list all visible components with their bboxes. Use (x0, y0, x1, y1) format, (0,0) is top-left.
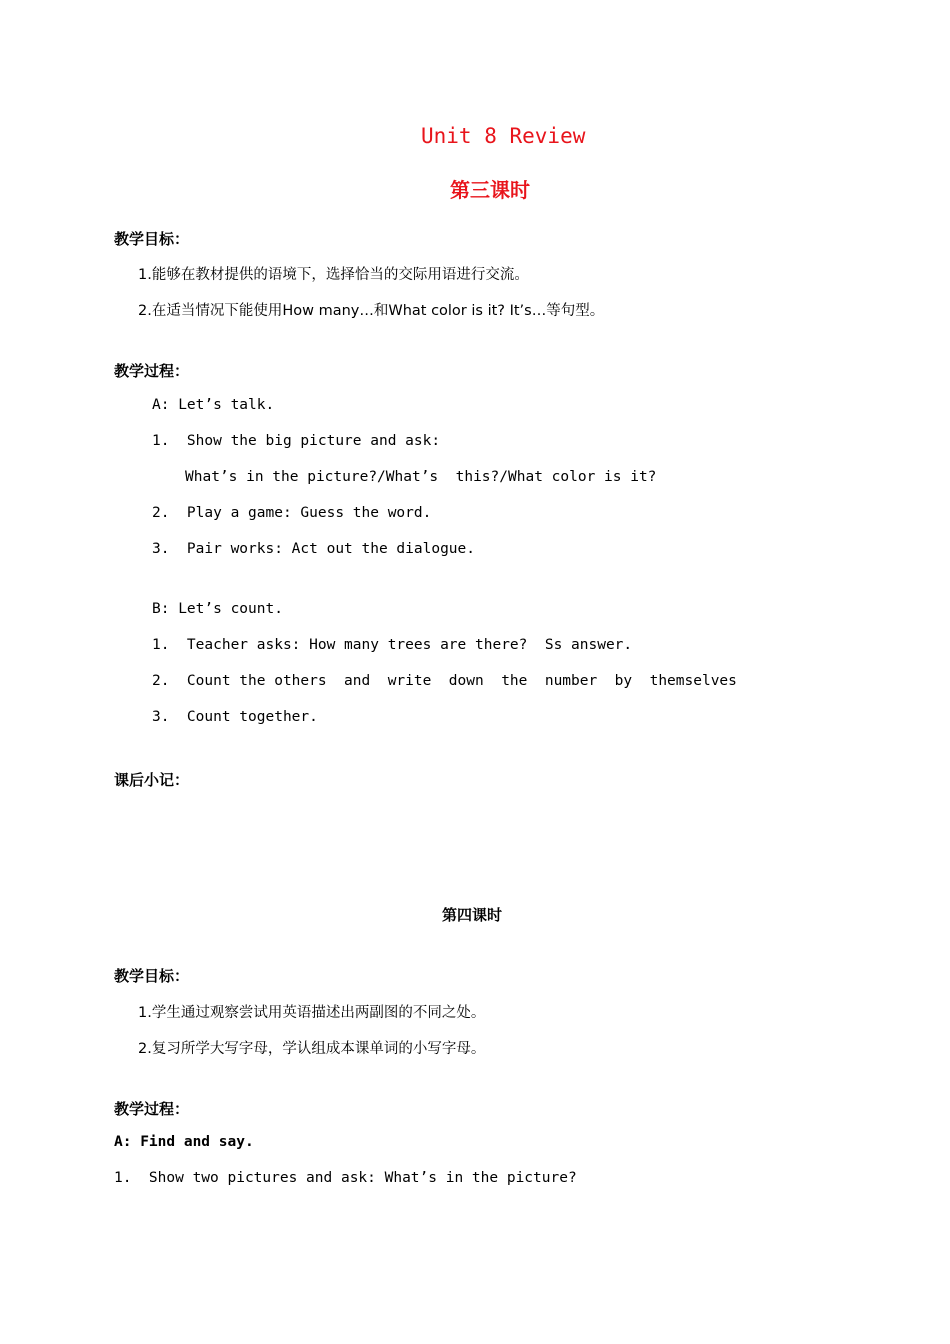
unit-title: Unit 8 Review (421, 124, 586, 148)
lesson4-process-heading: 教学过程： (114, 1100, 190, 1118)
lesson3-section-a-item-2: 2. Play a game: Guess the word. (152, 505, 432, 521)
lesson4-section-a-heading: A: Find and say. (114, 1134, 254, 1150)
lesson3-section-a-item-1-questions: What’s in the picture?/What’s this?/What color is it? (185, 469, 657, 485)
lesson3-notes-heading: 课后小记： (114, 771, 190, 789)
lesson3-section-a-item-1: 1. Show the big picture and ask: (152, 433, 441, 449)
lesson3-section-a-heading: A: Let’s talk. (152, 397, 275, 413)
lesson3-section-b-item-2: 2. Count the others and write down the number by themselves (152, 673, 737, 689)
lesson3-objectives-heading: 教学目标： (114, 230, 190, 248)
lesson4-objective-2: 2.复习所学大写字母，学认组成本课单词的小写字母。 (138, 1041, 486, 1057)
lesson4-objective-1: 1.学生通过观察尝试用英语描述出两副图的不同之处。 (138, 1005, 486, 1021)
lesson4-section-a-item-1: 1. Show two pictures and ask: What’s in the picture? (114, 1170, 577, 1186)
lesson3-section-a-item-3: 3. Pair works: Act out the dialogue. (152, 541, 476, 557)
lesson3-section-b-heading: B: Let’s count. (152, 601, 283, 617)
lesson3-objective-2: 2.在适当情况下能使用How many…和What color is it? It’s…等句型。 (138, 303, 605, 319)
lesson3-subtitle: 第三课时 (450, 178, 530, 202)
lesson4-objectives-heading: 教学目标： (114, 967, 190, 985)
lesson3-section-b-item-1: 1. Teacher asks: How many trees are there? Ss answer. (152, 637, 633, 653)
lesson3-process-heading: 教学过程： (114, 362, 190, 380)
lesson3-objective-1: 1.能够在教材提供的语境下，选择恰当的交际用语进行交流。 (138, 267, 529, 283)
lesson3-section-b-item-3: 3. Count together. (152, 709, 318, 725)
lesson4-title: 第四课时 (442, 906, 503, 924)
